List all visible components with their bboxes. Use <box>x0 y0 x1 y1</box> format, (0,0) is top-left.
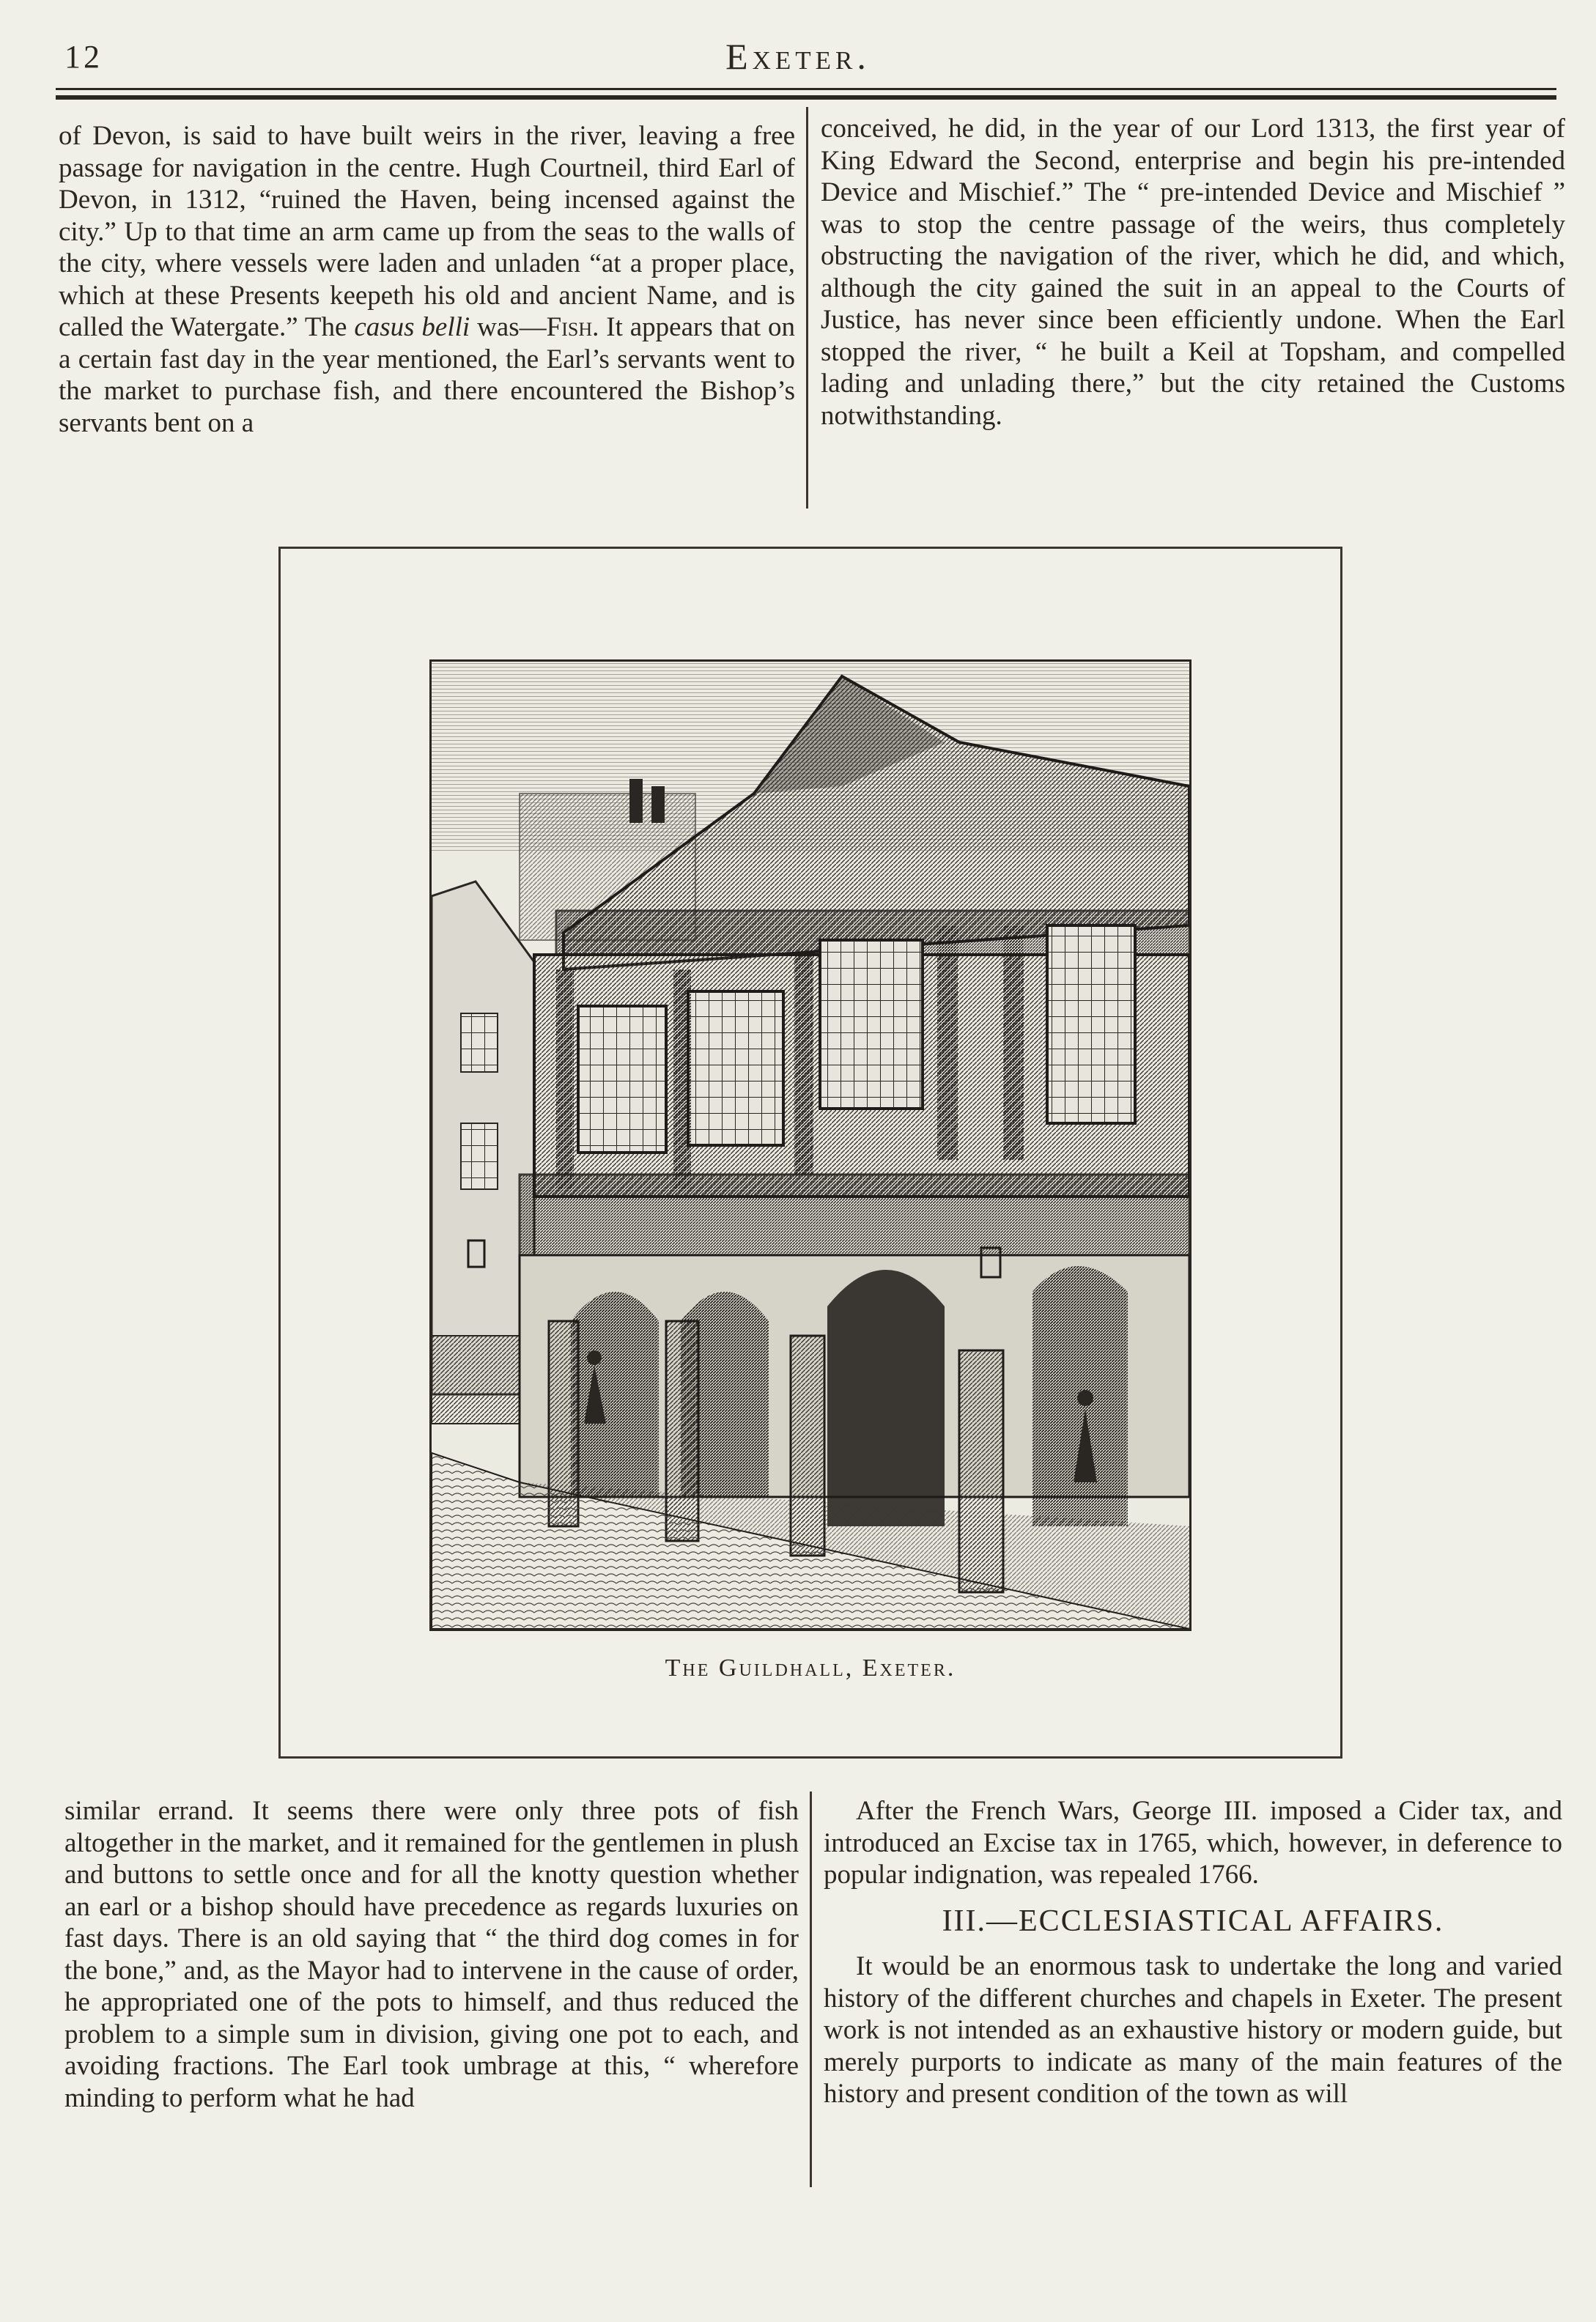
guildhall-engraving-image <box>429 659 1192 1631</box>
text-run: was— <box>470 312 547 342</box>
paragraph: conceived, he did, in the year of our Lord 1313, the first year of King Edward the Second, enterprise and begin his pre-intended Device and Mischief.” The “ pre-intended Device and Mischief ” was to stop the centre passage of the weirs, thus completely obstructing the navigation of the river, which he did, and which, although the city gained the suit in an appeal to the Courts of Justice, has never since been efficiently undone. When the Earl stopped the river, “ he built a Keil at Topsham, and compelled lading and unlading there,” but the city retained the Customs notwithstanding. <box>821 114 1565 431</box>
paragraph: After the French Wars, George III. imposed a Cider tax, and introduced an Excise tax in 1765, which, however, in deference to popular indignation, was repealed 1766. <box>824 1796 1562 1890</box>
italic-phrase: casus belli <box>354 312 470 342</box>
paragraph <box>59 120 795 439</box>
text-run: It appears that on a certain fast day in the year mentioned, the Earl’s servants went to the market to purchase fish, and there encountered the Bishop’s servants bent on a <box>59 312 795 438</box>
smallcaps-word: Fish. <box>546 312 599 342</box>
column-divider-bottom <box>810 1792 812 2187</box>
header-rule-thick <box>56 95 1556 100</box>
text-column-bottom-left <box>64 1795 799 2114</box>
text-column-top-left <box>59 120 795 439</box>
text-column-top-right <box>821 113 1565 432</box>
paragraph: It would be an enormous task to undertake the long and varied history of the different churches and chapels in Exeter. The present work is not intended as an exhaustive history or modern guide, but merely purports to indicate as many of the main features of the history and present condition of the town as will <box>824 1951 1562 2109</box>
paragraph: similar errand. It seems there were only three pots of fish altogether in the market, and it remained for the gentlemen in plush and buttons to settle once and for all the knotty question whether an earl or a bishop should have precedence as regards luxuries on fast days. There is an old saying that “ the third dog comes in for the bone,” and, as the Mayor had to intervene in the cause of order, he appropriated one of the pots to himself, and thus reduced the problem to a simple sum in division, giving one pot to each, and avoiding fractions. The Earl took umbrage at this, “ wherefore minding to perform what he had <box>64 1796 799 2113</box>
text-column-bottom-right <box>824 1795 1562 2110</box>
section-heading: III.—ECCLESIASTICAL AFFAIRS. <box>942 1904 1444 1938</box>
illustration-caption: The Guildhall, Exeter. <box>665 1654 956 1682</box>
page-number: 12 <box>64 39 103 75</box>
text-run: of Devon, is said to have built weirs in the river, leaving a free passage for navigation in the centre. Hugh Courtneil, third Earl of Devon, in 1312, “ruined the Haven, being incensed against the city.” Up to that time an arm came up from the seas to the walls of the city, where vessels were laden and unladen “at a proper place, which at these Presents keepeth his old and ancient Name, and is called the Watergate.” The <box>59 121 795 342</box>
header-rule-thin <box>56 88 1556 90</box>
running-title: Exeter. <box>725 36 871 77</box>
page-header <box>0 0 1596 103</box>
column-divider-top <box>806 107 808 509</box>
